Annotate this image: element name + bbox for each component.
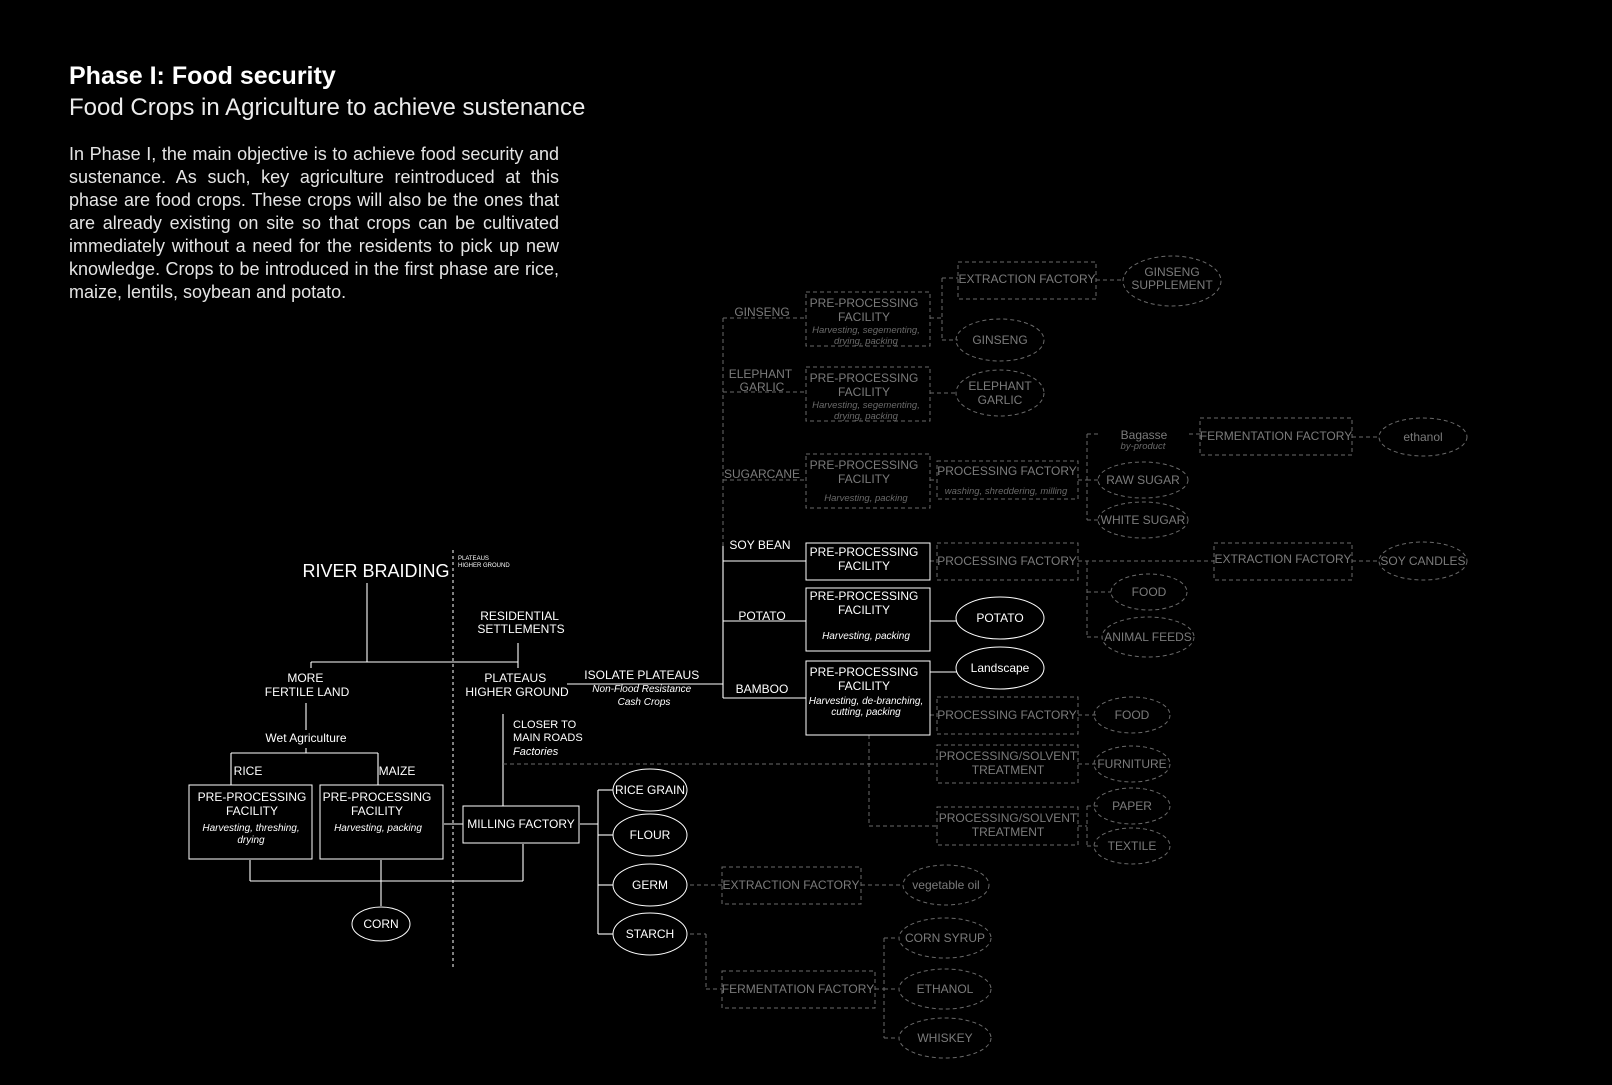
pp-potato-title-2: FACILITY — [837, 603, 891, 617]
pp-sugarcane-title-1: PRE-PROCESSING — [809, 458, 919, 472]
by-product-label: by-product — [1120, 441, 1166, 452]
solvent-lower-line-1: PROCESSING/SOLVENT — [938, 811, 1078, 825]
wet-agriculture-label: Wet Agriculture — [265, 731, 347, 745]
maize-label: MAIZE — [378, 764, 416, 778]
svg-text:Harvesting, segementing,drying — [812, 325, 920, 347]
soybean-crop-label: SOY BEAN — [729, 538, 791, 552]
closer-roads-label: CLOSER TO MAIN ROADS Factories — [513, 719, 583, 758]
ginseng-product-label: GINSENG — [972, 333, 1028, 347]
svg-text:PRE-PROCESSINGFACILITY — [323, 790, 432, 818]
whiskey-label: WHISKEY — [917, 1031, 973, 1045]
future-connectors — [503, 278, 1380, 1038]
solvent-lower-line-2: TREATMENT — [971, 825, 1045, 839]
svg-text:PRE-PROCESSINGFACILITY — [198, 790, 307, 818]
germ-extraction-label: EXTRACTION FACTORY — [722, 878, 860, 892]
paper-label: PAPER — [1112, 799, 1152, 813]
potato-product-label: POTATO — [976, 611, 1024, 625]
pp-rice-title-1: PRE-PROCESSING — [197, 790, 307, 804]
fertile-land-label: MORE FERTILE LAND — [264, 671, 350, 699]
corn-label: CORN — [363, 917, 399, 931]
svg-text:GINSENGSUPPLEMENT — [1131, 265, 1213, 292]
corn-syrup-label: CORN SYRUP — [904, 931, 986, 945]
svg-text:PRE-PROCESSINGFACILITY — [810, 296, 919, 324]
solvent-upper-line-1: PROCESSING/SOLVENT — [938, 749, 1078, 763]
rice-label: RICE — [233, 764, 263, 778]
starch-fermentation-label: FERMENTATION FACTORY — [721, 982, 875, 996]
soy-extraction-label: EXTRACTION FACTORY — [1214, 552, 1352, 566]
bamboo-crop-label: BAMBOO — [735, 682, 789, 696]
ginseng-extraction-label: EXTRACTION FACTORY — [958, 272, 1096, 286]
pp-soybean-title-1: PRE-PROCESSING — [809, 545, 919, 559]
isolate-plateaus-label: ISOLATE PLATEAUS Non-Flood Resistance Cash Crops — [584, 668, 700, 708]
milling-factory-label: MILLING FACTORY — [467, 817, 575, 831]
pp-garlic-note-1: Harvesting, segementing, — [812, 400, 920, 411]
pp-bamboo-title-1: PRE-PROCESSING — [809, 665, 919, 679]
pp-garlic-note-2: drying, packing — [834, 411, 898, 422]
svg-text:PRE-PROCESSINGFACILITY — [810, 371, 919, 399]
ginseng-supplement-line-1: GINSENG — [1144, 265, 1200, 279]
animal-feeds-label: ANIMAL FEEDS — [1104, 630, 1192, 644]
pp-ginseng-note-2: drying, packing — [834, 336, 898, 347]
potato-crop-label: POTATO — [738, 609, 786, 623]
raw-sugar-label: RAW SUGAR — [1106, 473, 1180, 487]
pp-bamboo-note-2: cutting, packing — [831, 707, 901, 718]
sugar-processing-label: PROCESSING FACTORY — [937, 464, 1077, 478]
pp-rice-title-2: FACILITY — [225, 804, 279, 818]
page-title: Phase I: Food security — [69, 62, 336, 90]
intro-paragraph: In Phase I, the main objective is to achieve food security and sustenance. As such, key agriculture reintroduced at this phase are food crops. These crops will also be the ones that are already existing on site so that crops can be cultivated immediately without a need for the residents to pick up new knowledge. Crops to be introduced in the first phase are rice, maize, lentils, soybean and potato. — [69, 144, 559, 302]
svg-text:PRE-PROCESSINGFACILITY — [810, 589, 919, 617]
soy-candles-label: SOY CANDLES — [1380, 554, 1466, 568]
svg-text:PROCESSING/SOLVENTTREATMENT — [939, 811, 1078, 839]
svg-text:ELEPHANTGARLIC — [968, 379, 1032, 407]
pp-bamboo-title-2: FACILITY — [837, 679, 891, 693]
starch-label: STARCH — [625, 927, 675, 941]
page-subtitle: Food Crops in Agriculture to achieve sustenance — [69, 94, 586, 121]
sugarcane-crop-label: SUGARCANE — [723, 467, 801, 481]
pp-ginseng-title-1: PRE-PROCESSING — [809, 296, 919, 310]
sugar-processing-note: washing, shreddering, milling — [944, 486, 1068, 497]
ethanol-lower-label: ethanol — [1403, 430, 1443, 444]
svg-text:PRE-PROCESSINGFACILITY — [810, 458, 919, 486]
svg-text:Harvesting, de-branching,cutti — [809, 696, 924, 718]
elephant-garlic-crop-label: ELEPHANT GARLIC — [728, 367, 792, 394]
svg-text:PRE-PROCESSINGFACILITY — [810, 665, 919, 693]
pp-maize-title-1: PRE-PROCESSING — [322, 790, 432, 804]
landscape-label: Landscape — [970, 661, 1030, 675]
elephant-garlic-line-1: ELEPHANT — [968, 379, 1032, 393]
ginseng-supplement-line-2: SUPPLEMENT — [1131, 278, 1213, 292]
vegetable-oil-label: vegetable oil — [912, 878, 980, 892]
pp-garlic-title-2: FACILITY — [837, 385, 891, 399]
plateaus-label: PLATEAUS HIGHER GROUND — [465, 671, 569, 699]
ginseng-crop-label: GINSENG — [734, 305, 790, 319]
elephant-garlic-line-2: GARLIC — [977, 393, 1023, 407]
pp-potato-note: Harvesting, packing — [822, 631, 910, 642]
ethanol-caps-label: ETHANOL — [916, 982, 974, 996]
pp-ginseng-title-2: FACILITY — [837, 310, 891, 324]
residential-label: RESIDENTIAL SETTLEMENTS — [477, 609, 565, 636]
soy-food-label: FOOD — [1131, 585, 1167, 599]
rice-grain-label: RICE GRAIN — [614, 783, 686, 797]
furniture-label: FURNITURE — [1097, 757, 1167, 771]
pp-ginseng-note-1: Harvesting, segementing, — [812, 325, 920, 336]
river-braiding-label: RIVER BRAIDING — [302, 561, 450, 581]
germ-label: GERM — [632, 878, 668, 892]
white-sugar-label: WHITE SUGAR — [1100, 513, 1186, 527]
plateaus-small-label: PLATEAUS HIGHER GROUND — [458, 556, 510, 569]
svg-text:Harvesting, segementing,drying — [812, 400, 920, 422]
pp-sugarcane-title-2: FACILITY — [837, 472, 891, 486]
pp-potato-title-1: PRE-PROCESSING — [809, 589, 919, 603]
pp-sugarcane-note: Harvesting, packing — [824, 493, 908, 504]
fermentation-factory-label: FERMENTATION FACTORY — [1199, 429, 1353, 443]
flour-label: FLOUR — [629, 828, 671, 842]
bagasse-label: Bagasse — [1120, 428, 1168, 442]
bamboo-food-label: FOOD — [1114, 708, 1150, 722]
textile-label: TEXTILE — [1107, 839, 1157, 853]
pp-maize-title-2: FACILITY — [350, 804, 404, 818]
pp-rice-note-2: drying — [237, 835, 265, 846]
pp-soybean-title-2: FACILITY — [837, 559, 891, 573]
bamboo-processing-label: PROCESSING FACTORY — [937, 708, 1077, 722]
svg-text:Harvesting, threshing,drying — [202, 823, 299, 846]
solvent-upper-line-2: TREATMENT — [971, 763, 1045, 777]
svg-text:PROCESSING/SOLVENTTREATMENT — [939, 749, 1078, 777]
pp-bamboo-note-1: Harvesting, de-branching, — [808, 696, 924, 707]
pp-rice-note-1: Harvesting, threshing, — [202, 823, 300, 834]
svg-text:PRE-PROCESSINGFACILITY — [810, 545, 919, 573]
pp-garlic-title-1: PRE-PROCESSING — [809, 371, 919, 385]
pp-maize-note: Harvesting, packing — [334, 823, 422, 834]
soy-processing-label: PROCESSING FACTORY — [937, 554, 1077, 568]
